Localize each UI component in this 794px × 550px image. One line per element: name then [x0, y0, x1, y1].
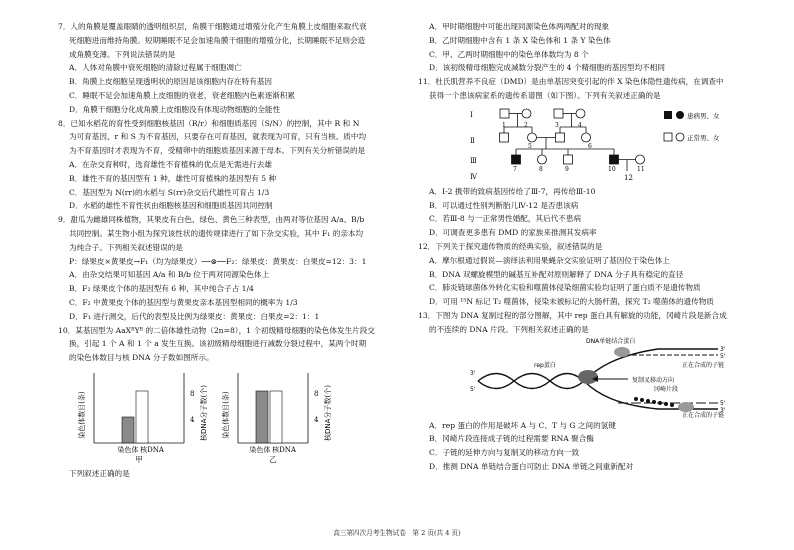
legend-normal-female — [676, 133, 684, 141]
question-10 — [58, 324, 410, 481]
jia-xlabel-dna: 核DNA — [140, 445, 164, 454]
lagging-template — [584, 381, 718, 409]
q13-option-b: B．冈崎片段连接成子链的过程需要 RNA 聚合酶 — [429, 434, 594, 444]
yi-tick-lower: 4 — [314, 415, 319, 424]
label-new-strand-1: 正在合成的子链 — [682, 361, 725, 369]
ped-num-4: 4 — [578, 121, 582, 129]
q12-stem: 12．下列关于探究遗传物质的经典实验，叙述错误的是 — [418, 241, 603, 251]
label-3prime-b: 3' — [720, 345, 726, 353]
label-5prime-b: 5' — [720, 352, 726, 360]
parent-strand-1 — [478, 373, 584, 388]
q11-option-b: B．可以通过性别判断胎儿Ⅳ-12 是否患该病 — [429, 200, 579, 210]
legend-affected-male — [664, 111, 672, 119]
ped-III7-affected-male — [512, 155, 521, 164]
pedigree-chart — [468, 103, 770, 185]
label-5prime-a: 5' — [470, 385, 476, 393]
ped-num-9: 9 — [565, 165, 569, 173]
q12-option-a: A．摩尔根通过假说—演绎法利用果蝇杂交实验证明了基因位于染色体上 — [429, 255, 670, 265]
ped-III9-male — [564, 155, 573, 164]
label-okazaki: 冈崎片段 — [654, 385, 679, 393]
question-12 — [418, 240, 770, 309]
ped-num-11: 11 — [637, 165, 645, 173]
page-footer: 高三第四次月考生物试卷 第 2 页(共 4 页) — [333, 529, 461, 537]
q9-option-a: A．由杂交结果可知基因 A/a 和 B/b 位于两对同源染色体上 — [69, 270, 270, 280]
label-3prime-a: 3' — [470, 369, 476, 377]
q8-stem: 8．已知水稻花的育性受到细胞核基因（R/r）和细胞质基因（S/N）的控制，其中 R 和 N — [58, 118, 360, 128]
legend-affected-female — [676, 111, 684, 119]
question-10-options — [418, 20, 770, 75]
q7-stem-2: 死细胞进而维持角膜。短期睡眠不足会加速角膜干细胞的增殖分化，长期睡眠不足则会造 — [69, 35, 366, 45]
q13-option-d: D．推测 DNA 单链结合蛋白可防止 DNA 单链之间重新配对 — [429, 461, 634, 471]
q8-option-c: C．基因型为 N(rr)的水稻与 S(rr)杂交后代雄性可育占 1/3 — [69, 187, 270, 197]
question-11 — [418, 75, 770, 240]
q7-option-b: B．角膜上皮细胞呈现透明状的原因是该细胞内存在特有基因 — [69, 77, 273, 87]
rep-protein — [578, 370, 598, 384]
q9-stem-2: 共同控制。某生物小组为探究该性状的遗传规律进行了如下杂交实验，其中 F₁ 的亲本均 — [69, 228, 364, 238]
ssb-proteins — [634, 397, 674, 407]
q10-option-a: A．甲时期细胞中可能出现同源染色体两两配对的现象 — [429, 22, 610, 31]
legend-normal-label: 正常男、女 — [687, 133, 720, 142]
ped-num-3: 3 — [555, 121, 559, 129]
label-rep: rep蛋白 — [534, 361, 556, 369]
jia-bar-dna — [136, 391, 148, 443]
ped-IV12-unknown: 12 — [624, 173, 633, 182]
gen-label-3: Ⅲ — [470, 156, 477, 165]
q11-option-a: A．Ⅰ-2 携带的致病基因传给了Ⅲ-7，再传给Ⅲ-10 — [429, 186, 596, 196]
chart-yi — [221, 373, 332, 464]
ped-I4-female — [576, 109, 585, 118]
jia-xlabel-chromosome: 染色体 — [117, 445, 139, 454]
jia-tick-upper: 8 — [190, 389, 195, 398]
left-column — [58, 20, 410, 481]
label-fork-direction: 复制叉移动方向 — [632, 376, 675, 384]
q10-bar-charts — [72, 365, 410, 467]
replication-svg — [468, 337, 748, 419]
chart-jia — [77, 373, 208, 464]
right-column — [418, 20, 770, 474]
ped-num-6: 6 — [588, 142, 592, 150]
ped-num-5: 5 — [528, 142, 532, 150]
q7-option-d: D．角膜干细胞分化成角膜上皮细胞没有体现动物细胞的全能性 — [69, 104, 281, 114]
jia-tick-lower: 4 — [190, 415, 195, 424]
yi-bar-dna — [270, 391, 282, 443]
q10-option-d: D．该初级精母细胞完成减数分裂产生的 4 个精细胞的基因型均不相同 — [429, 63, 665, 73]
q8-option-b: B．雄性不育的基因型有 1 种，雄性可育植株的基因型有 5 种 — [69, 173, 277, 183]
q8-option-d: D．水稻的雄性不育性状由细胞核基因和细胞质基因共同控制 — [69, 201, 273, 211]
ped-num-10: 10 — [608, 165, 616, 173]
ped-num-7: 7 — [513, 165, 517, 173]
q13-option-a: A．rep 蛋白的作用是破坏 A 与 C、T 与 G 之间的氢键 — [429, 420, 616, 430]
label-5prime-c: 5' — [720, 399, 726, 407]
q7-stem: 7．人的角膜是覆盖眼睛的透明组织层，角膜干细胞通过增殖分化产生角膜上皮细胞来取代衰 — [58, 22, 367, 31]
q9-stem: 9．甜瓜为雌雄同株植物，其果皮有白色、绿色、黄色三种表型，由两对等位基因 A/a、B/b — [58, 215, 365, 225]
jia-ylabel-left: 染色体数目(条) — [78, 391, 86, 439]
q12-option-c: C．肺炎链球菌体外转化实验和噬菌体侵染细菌实验均证明了蛋白质不是遗传物质 — [429, 283, 701, 293]
q11-option-d: D．可调查更多患有 DMD 的家族来推测其发病率 — [429, 228, 597, 238]
ped-II3-male — [500, 133, 509, 142]
q7-stem-3: 成角膜变薄。下列说法错误的是 — [69, 49, 176, 59]
q10-stem-3: 的染色体数目与核 DNA 分子数如图所示。 — [69, 353, 214, 363]
q9-cross-scheme: P：绿果皮×黄果皮→F₁（均为绿果皮）──⊗──F₂：绿果皮：黄果皮：白果皮=12：3：1 — [69, 256, 367, 266]
q7-option-a: A．人体对角膜中衰死细胞的清除过程属于细胞凋亡 — [69, 63, 242, 73]
ped-I1-male — [500, 109, 509, 118]
gen-label-1: Ⅰ — [470, 110, 473, 119]
q12-option-b: B．DNA 双螺旋模型的碱基互补配对原则解释了 DNA 分子具有稳定的直径 — [429, 269, 684, 279]
ped-num-1: 1 — [502, 121, 506, 129]
q8-option-a: A．在杂交育种时，选育雄性不育植株的优点是无需进行去雄 — [69, 159, 272, 169]
yi-bar-chromosome — [256, 391, 268, 443]
ped-II4-female — [528, 133, 537, 142]
pedigree-svg — [468, 103, 728, 185]
yi-xlabel-dna: 核DNA — [272, 445, 296, 454]
yi-panel-label: 乙 — [269, 454, 277, 464]
yi-tick-upper: 8 — [314, 389, 319, 398]
ped-num-8: 8 — [539, 165, 543, 173]
q10-stem-2: 换，引起 1 个 A 和 1 个 a 发生互换。该初级精母细胞进行减数分裂过程中，某两个时期 — [69, 339, 367, 349]
ped-II6-female — [582, 133, 591, 142]
q8-stem-3: 为不育基因时才表现为不育，受精卵中的细胞质基因来源于母本。下列有关分析错误的是 — [69, 146, 366, 156]
jia-ylabel-right: 核DNA分子数(个) — [200, 384, 208, 441]
jia-bar-chromosome — [122, 417, 134, 443]
ped-III11-female — [636, 155, 645, 164]
ped-III10-affected-male — [610, 155, 619, 164]
label-3prime-c: 3' — [720, 406, 726, 414]
q9-option-b: B．F₂ 绿果皮个体的基因型有 6 种，其中纯合子占 1/4 — [69, 284, 254, 294]
dna-polymerase-upper — [614, 347, 630, 357]
ped-III8-female — [538, 155, 547, 164]
gen-label-2: Ⅱ — [470, 136, 475, 145]
ped-II5-male — [556, 133, 565, 142]
q13-stem-2: 的不连续的 DNA 片段。下列相关叙述正确的是 — [429, 324, 589, 334]
ped-I3-male — [554, 109, 563, 118]
q10-stem: 10．某基因型为 AaXᴮYᴮ 的二倍体雄性动物（2n=8），1 个初级精母细胞的染色体发生片段交 — [58, 325, 375, 335]
q10-charts-svg — [72, 365, 372, 467]
q8-stem-2: 为可育基因，r 和 S 为不育基因，只要存在可育基因，就表现为可育，只有当核、质中均 — [69, 132, 367, 142]
question-9 — [58, 213, 410, 323]
q13-option-c: C．子链的延伸方向与复制叉的移动方向一致 — [429, 448, 580, 458]
gen-label-4: Ⅳ — [470, 172, 477, 181]
q10-lead: 下列叙述正确的是 — [69, 468, 130, 478]
ped-num-2: 2 — [524, 121, 528, 129]
q10-option-c: C．甲、乙两时期细胞中的染色单体数均为 8 个 — [429, 49, 589, 59]
q11-stem-2: 获得一个患该病家系的遗传系谱图（如下图）。下列有关叙述正确的是 — [429, 90, 661, 100]
label-new-strand-2: 正在合成的子链 — [682, 411, 725, 419]
question-7 — [58, 20, 410, 117]
q13-stem: 13．下图为 DNA 复制过程的部分图解，其中 rep 蛋白具有解旋的功能，冈崎片段是新合成 — [418, 310, 727, 320]
label-ssb: DNA单链结合蛋白 — [586, 337, 636, 345]
q9-option-c: C．F₂ 中黄果皮个体的基因型与黄果皮亲本基因型相同的概率为 1/3 — [69, 297, 298, 307]
yi-xlabel-chromosome: 染色体 — [249, 445, 271, 454]
jia-panel-label: 甲 — [135, 454, 143, 464]
q9-stem-3: 为纯合子。下列相关叙述错误的是 — [69, 242, 183, 252]
q7-option-c: C．睡眠不足会加速角膜上皮细胞的衰老，衰老细胞内色素逐渐积累 — [69, 90, 296, 100]
dna-replication-diagram — [468, 337, 770, 419]
legend-normal-male — [664, 133, 672, 141]
ped-I2-female — [522, 109, 531, 118]
parent-strand-2 — [478, 373, 584, 388]
q12-option-d: D．可用 ¹⁵N 标记 T₂ 噬菌体，侵染未被标记的大肠杆菌，探究 T₂ 噬菌体的遗传物质 — [429, 297, 714, 307]
legend-affected-label: 患病男、女 — [687, 111, 720, 120]
q10-option-b: B．乙时期细胞中含有 1 条 X 染色体和 1 条 Y 染色体 — [429, 35, 611, 45]
q11-stem: 11．杜氏肌营养不良症（DMD）是由单基因突变引起的伴 X 染色体隐性遗传病，在调查中 — [418, 77, 724, 87]
question-13 — [418, 309, 770, 474]
q9-option-d: D．F₁ 进行测交，后代的表型及比例为绿果皮：黄果皮：白果皮=2：1：1 — [69, 311, 320, 321]
yi-ylabel-left: 染色体数目(条) — [222, 391, 230, 439]
question-8 — [58, 117, 410, 214]
q11-option-c: C．若Ⅲ-8 与一正常男性婚配，其后代不患病 — [429, 214, 582, 224]
dna-polymerase-lower — [678, 402, 694, 412]
yi-ylabel-right: 核DNA分子数(个) — [324, 384, 332, 441]
